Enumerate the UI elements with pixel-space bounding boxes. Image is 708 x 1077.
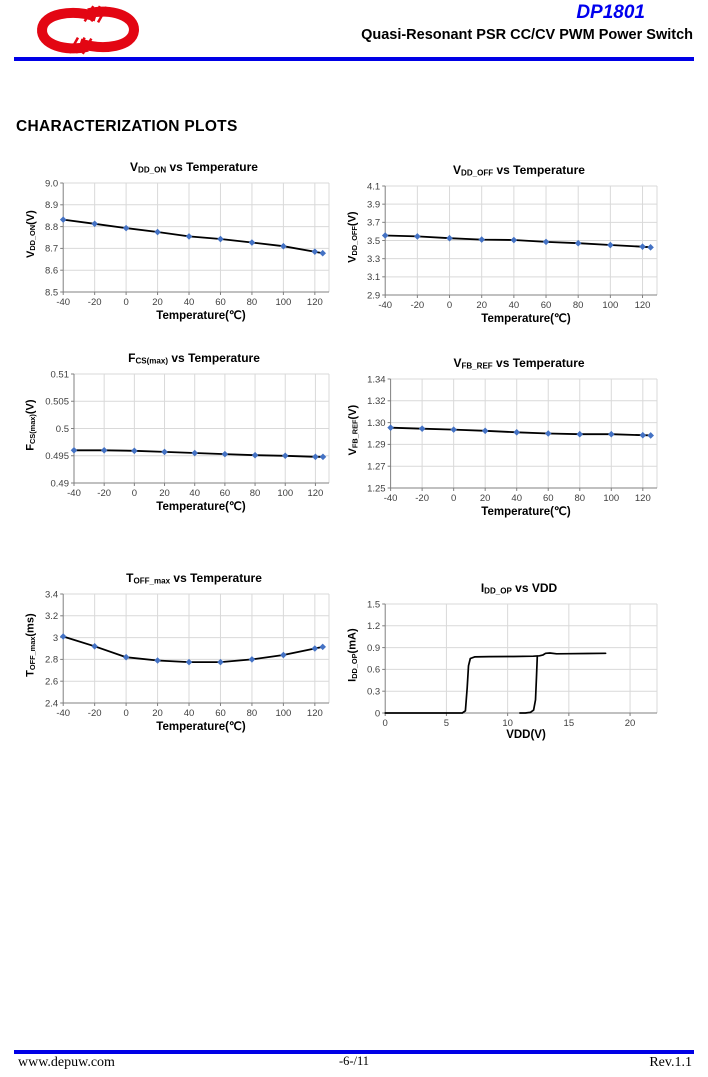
- svg-text:0.51: 0.51: [50, 369, 69, 381]
- svg-text:8.5: 8.5: [44, 287, 59, 299]
- svg-text:0.3: 0.3: [366, 686, 381, 698]
- svg-text:2.8: 2.8: [44, 654, 59, 666]
- svg-text:-40: -40: [378, 300, 393, 311]
- svg-text:0.495: 0.495: [45, 451, 69, 463]
- svg-text:40: 40: [183, 708, 195, 719]
- svg-text:80: 80: [574, 493, 586, 504]
- svg-text:1.27: 1.27: [367, 461, 386, 473]
- svg-text:0: 0: [123, 297, 129, 308]
- y-axis-label: VDD_OFF(V): [346, 211, 360, 264]
- svg-text:-40: -40: [56, 708, 71, 719]
- section-title: CHARACTERIZATION PLOTS: [16, 118, 238, 135]
- svg-text:0: 0: [374, 708, 381, 720]
- svg-text:60: 60: [540, 300, 552, 311]
- svg-text:0: 0: [123, 708, 129, 719]
- svg-text:20: 20: [476, 300, 487, 311]
- y-axis-label: VFB_REF(V): [346, 405, 360, 456]
- svg-text:100: 100: [275, 708, 292, 719]
- svg-text:-20: -20: [87, 708, 102, 719]
- chart-title: TOFF_max vs Temperature: [126, 571, 262, 586]
- svg-text:20: 20: [152, 708, 163, 719]
- svg-text:0.505: 0.505: [45, 396, 69, 408]
- header-rule: [14, 57, 694, 61]
- svg-text:1.30: 1.30: [367, 417, 386, 429]
- svg-text:8.8: 8.8: [44, 221, 59, 233]
- svg-text:0.5: 0.5: [55, 423, 69, 435]
- svg-text:1.2: 1.2: [366, 621, 381, 633]
- svg-text:120: 120: [306, 708, 323, 719]
- svg-text:3: 3: [52, 632, 59, 644]
- x-axis-label: Temperature(℃): [481, 313, 571, 325]
- plot-area: [360, 180, 666, 312]
- svg-text:20: 20: [159, 488, 170, 499]
- svg-text:1.25: 1.25: [367, 483, 386, 495]
- svg-text:120: 120: [307, 488, 324, 499]
- x-axis-label: VDD(V): [506, 729, 546, 741]
- svg-text:60: 60: [215, 708, 226, 719]
- svg-text:0: 0: [131, 488, 138, 499]
- svg-text:-20: -20: [87, 297, 102, 308]
- svg-text:-20: -20: [415, 493, 429, 504]
- svg-text:1.29: 1.29: [367, 439, 386, 451]
- chart-title: IDD_OP vs VDD: [480, 581, 558, 596]
- svg-text:-20: -20: [410, 300, 425, 311]
- svg-text:1.32: 1.32: [367, 396, 386, 408]
- svg-text:40: 40: [189, 488, 200, 499]
- svg-text:0.6: 0.6: [366, 664, 381, 676]
- svg-text:3.2: 3.2: [44, 611, 59, 623]
- svg-text:2.4: 2.4: [44, 698, 59, 710]
- part-number: DP1801: [576, 2, 645, 23]
- svg-text:3.7: 3.7: [366, 217, 381, 229]
- svg-text:0: 0: [446, 300, 453, 311]
- plot-area: [38, 368, 338, 500]
- chart-title: VDD_ON vs Temperature: [130, 160, 258, 175]
- svg-text:20: 20: [624, 718, 636, 729]
- svg-text:80: 80: [246, 708, 258, 719]
- svg-text:80: 80: [246, 297, 258, 308]
- y-axis-label: FCS(max)(V): [24, 399, 38, 452]
- plot-area: [360, 598, 666, 730]
- chart-fcs-max-vs-temperature: [24, 351, 338, 513]
- svg-text:10: 10: [502, 718, 513, 729]
- chart-title: VFB_REF vs Temperature: [453, 356, 585, 371]
- svg-text:2.6: 2.6: [44, 676, 59, 688]
- svg-text:8.7: 8.7: [44, 243, 59, 255]
- y-axis-label: IDD_OP(mA): [346, 628, 360, 683]
- svg-text:0: 0: [382, 718, 388, 729]
- svg-text:60: 60: [542, 493, 554, 504]
- footer-website: www.depuw.com: [18, 1055, 115, 1070]
- svg-text:100: 100: [275, 297, 292, 308]
- chart-vdd-on-vs-temperature: [24, 160, 338, 322]
- svg-text:1.5: 1.5: [366, 599, 381, 611]
- chart-idd-op-vs-vdd: [346, 581, 666, 741]
- svg-text:-40: -40: [383, 493, 398, 504]
- svg-text:0.49: 0.49: [50, 478, 69, 490]
- svg-text:3.3: 3.3: [366, 253, 381, 265]
- svg-text:-20: -20: [97, 488, 112, 499]
- svg-text:4.1: 4.1: [366, 181, 381, 193]
- svg-text:20: 20: [152, 297, 163, 308]
- svg-text:100: 100: [277, 488, 294, 499]
- svg-text:9.0: 9.0: [44, 178, 59, 190]
- svg-text:3.4: 3.4: [44, 589, 59, 601]
- svg-text:8.9: 8.9: [44, 200, 59, 212]
- svg-text:80: 80: [572, 300, 584, 311]
- svg-text:3.5: 3.5: [366, 235, 381, 247]
- footer-revision: Rev.1.1: [649, 1055, 692, 1070]
- svg-text:3.9: 3.9: [366, 199, 381, 211]
- svg-text:40: 40: [508, 300, 520, 311]
- x-axis-label: Temperature(℃): [156, 310, 246, 322]
- company-logo-icon: [33, 4, 143, 56]
- chart-vfb-ref-vs-temperature: [346, 356, 666, 518]
- chart-toff-max-vs-temperature: [24, 571, 338, 733]
- svg-text:120: 120: [634, 493, 651, 504]
- svg-text:3.1: 3.1: [366, 272, 381, 284]
- svg-text:8.6: 8.6: [44, 265, 59, 277]
- x-axis-label: Temperature(℃): [156, 501, 246, 513]
- chart-title: FCS(max) vs Temperature: [128, 351, 260, 366]
- svg-text:15: 15: [563, 718, 575, 729]
- footer-page-number: -6-/11: [338, 1054, 370, 1068]
- y-axis-label: TOFF_max(ms): [24, 613, 38, 678]
- chart-vdd-off-vs-temperature: [346, 163, 666, 325]
- svg-text:-40: -40: [67, 488, 81, 499]
- plot-area: [38, 177, 338, 309]
- svg-text:40: 40: [511, 493, 522, 504]
- svg-text:100: 100: [602, 300, 619, 311]
- svg-text:120: 120: [306, 297, 323, 308]
- svg-text:20: 20: [479, 493, 491, 504]
- svg-text:-40: -40: [56, 297, 71, 308]
- svg-text:0: 0: [451, 493, 457, 504]
- x-axis-label: Temperature(℃): [481, 506, 571, 518]
- document-subtitle: Quasi-Resonant PSR CC/CV PWM Power Switch: [361, 27, 693, 43]
- plot-area: [360, 373, 666, 505]
- svg-text:60: 60: [215, 297, 226, 308]
- plot-area: [38, 588, 338, 720]
- svg-text:2.9: 2.9: [366, 290, 381, 302]
- svg-text:5: 5: [443, 718, 450, 729]
- y-axis-label: VDD_ON(V): [24, 210, 38, 259]
- svg-text:60: 60: [219, 488, 231, 499]
- x-axis-label: Temperature(℃): [156, 721, 246, 733]
- svg-text:40: 40: [183, 297, 195, 308]
- svg-text:80: 80: [249, 488, 261, 499]
- chart-title: VDD_OFF vs Temperature: [453, 163, 585, 178]
- svg-text:120: 120: [634, 300, 651, 311]
- svg-text:1.34: 1.34: [367, 374, 386, 386]
- svg-text:100: 100: [603, 493, 620, 504]
- svg-text:0.9: 0.9: [366, 642, 381, 654]
